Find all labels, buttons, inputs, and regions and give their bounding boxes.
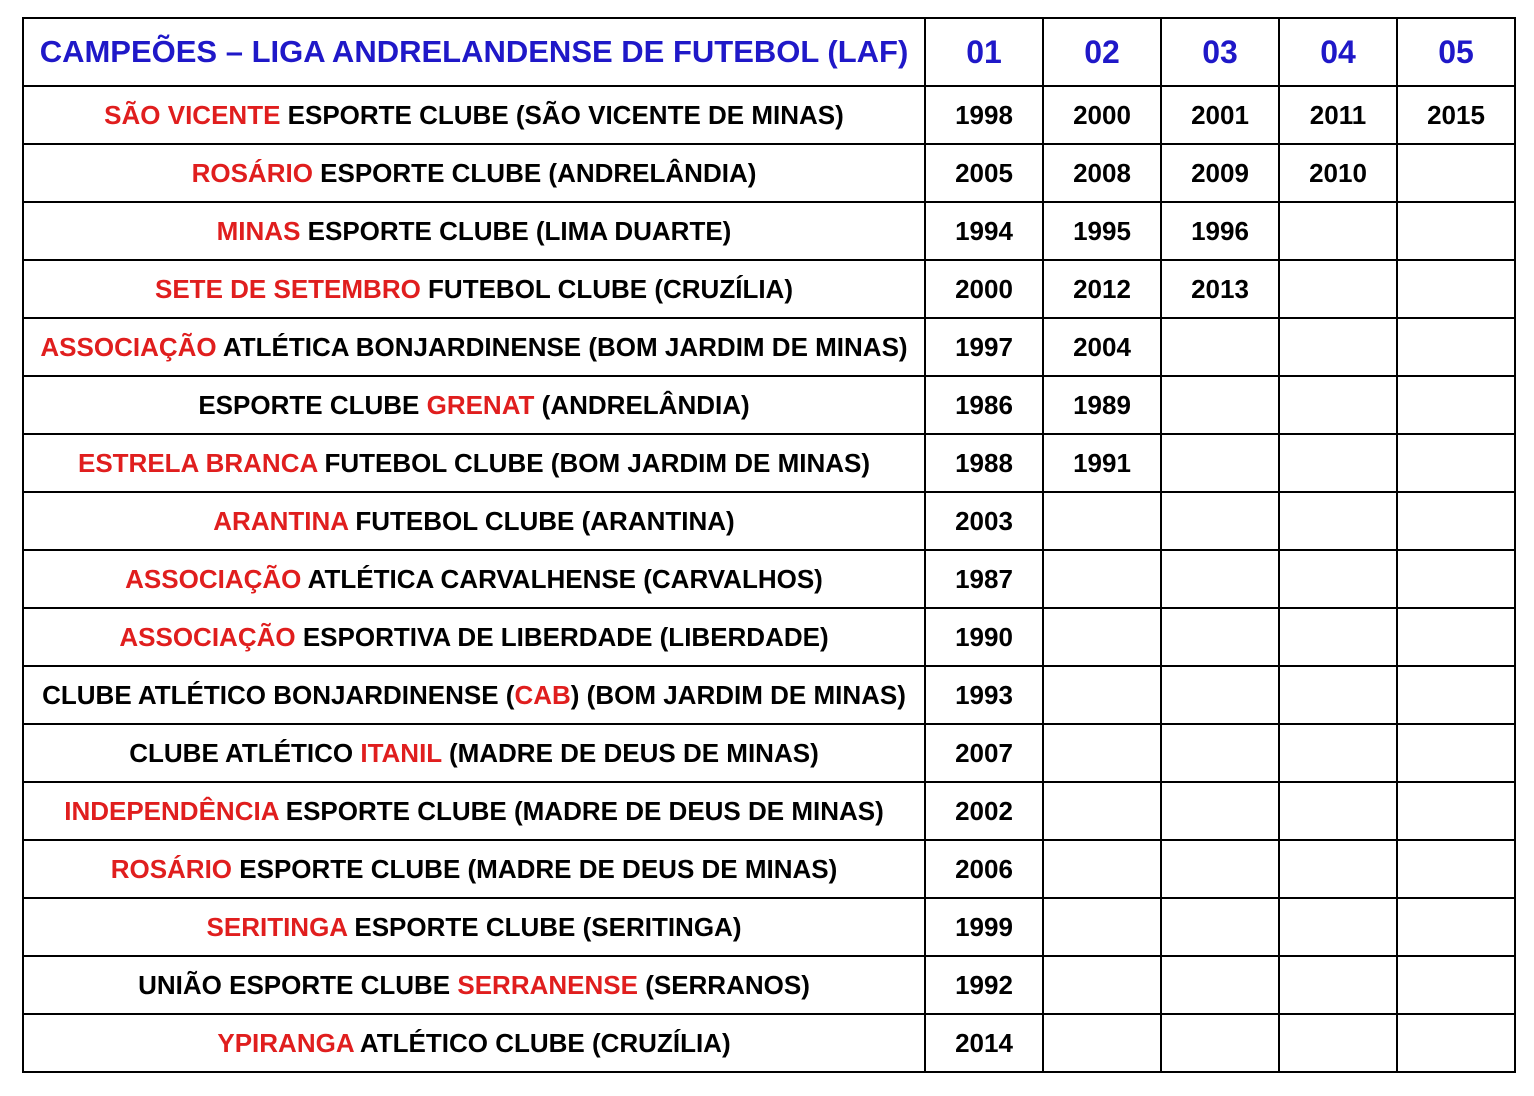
title-year-cell xyxy=(1279,898,1397,956)
club-name-text: FUTEBOL CLUBE (ARANTINA) xyxy=(348,505,735,536)
title-year-cell: 1995 xyxy=(1043,202,1161,260)
title-year-cell xyxy=(1161,376,1279,434)
title-year-cell: 1988 xyxy=(925,434,1043,492)
title-year-cell xyxy=(1279,376,1397,434)
title-year-cell: 2010 xyxy=(1279,144,1397,202)
title-year-cell: 1989 xyxy=(1043,376,1161,434)
title-year-cell: 2000 xyxy=(1043,86,1161,144)
title-year-cell xyxy=(1161,898,1279,956)
table-row xyxy=(23,956,1515,1014)
title-year-cell xyxy=(1397,144,1515,202)
club-name-highlight: ESTRELA BRANCA xyxy=(77,447,318,478)
club-name-highlight: SÃO VICENTE xyxy=(104,99,281,130)
title-year-cell xyxy=(1161,434,1279,492)
title-year-cell xyxy=(1397,898,1515,956)
title-year-cell xyxy=(1397,666,1515,724)
club-name-text: ESPORTE CLUBE (MADRE DE DEUS DE MINAS) xyxy=(232,853,838,884)
club-name-text: ESPORTE CLUBE (ANDRELÂNDIA) xyxy=(312,157,757,188)
title-year-cell: 1987 xyxy=(925,550,1043,608)
table-row xyxy=(23,434,1515,492)
club-name-text: (ANDRELÂNDIA) xyxy=(534,389,750,420)
title-year-cell xyxy=(1397,434,1515,492)
club-name-cell xyxy=(23,782,925,840)
table-row xyxy=(23,550,1515,608)
title-year-cell xyxy=(1397,202,1515,260)
club-name-text: ESPORTE CLUBE (SÃO VICENTE DE MINAS) xyxy=(280,99,844,130)
title-year-cell xyxy=(1161,1014,1279,1072)
club-name-cell xyxy=(23,956,925,1014)
title-year-cell xyxy=(1397,724,1515,782)
title-year-cell xyxy=(1397,1014,1515,1072)
club-name-cell xyxy=(23,260,925,318)
club-name-highlight: ITANIL xyxy=(360,737,442,768)
title-year-cell xyxy=(1043,1014,1161,1072)
club-name-text: ) (BOM JARDIM DE MINAS) xyxy=(570,679,906,710)
club-name-highlight: ARANTINA xyxy=(213,505,349,536)
title-year-cell xyxy=(1161,724,1279,782)
club-name-text: ESPORTIVA DE LIBERDADE (LIBERDADE) xyxy=(295,621,829,652)
title-year-cell: 2006 xyxy=(925,840,1043,898)
title-year-cell xyxy=(1279,260,1397,318)
club-name-cell xyxy=(23,550,925,608)
title-year-cell xyxy=(1279,492,1397,550)
title-year-cell xyxy=(1397,608,1515,666)
title-year-cell xyxy=(1279,956,1397,1014)
title-year-cell: 1997 xyxy=(925,318,1043,376)
club-name-cell xyxy=(23,376,925,434)
club-name-cell xyxy=(23,492,925,550)
title-year-cell xyxy=(1043,724,1161,782)
club-name-text: FUTEBOL CLUBE (BOM JARDIM DE MINAS) xyxy=(317,447,871,478)
title-year-cell: 1990 xyxy=(925,608,1043,666)
table-title: CAMPEÕES – LIGA ANDRELANDENSE DE FUTEBOL (LAF) xyxy=(23,18,925,86)
club-name-highlight: INDEPENDÊNCIA xyxy=(64,795,279,826)
title-year-cell: 2013 xyxy=(1161,260,1279,318)
club-name-text: (MADRE DE DEUS DE MINAS) xyxy=(441,737,819,768)
title-year-cell xyxy=(1161,782,1279,840)
title-year-cell: 2004 xyxy=(1043,318,1161,376)
title-year-cell: 2000 xyxy=(925,260,1043,318)
table-row xyxy=(23,202,1515,260)
club-name-highlight: ROSÁRIO xyxy=(110,853,233,884)
club-name-text: ESPORTE CLUBE (SERITINGA) xyxy=(347,911,742,942)
title-year-cell xyxy=(1161,608,1279,666)
table-row xyxy=(23,782,1515,840)
title-year-cell xyxy=(1397,318,1515,376)
title-year-cell xyxy=(1043,956,1161,1014)
title-year-cell xyxy=(1397,492,1515,550)
title-year-cell: 2015 xyxy=(1397,86,1515,144)
title-year-cell xyxy=(1279,1014,1397,1072)
club-name-text: FUTEBOL CLUBE (CRUZÍLIA) xyxy=(420,273,793,304)
title-year-cell xyxy=(1161,840,1279,898)
title-year-cell xyxy=(1043,492,1161,550)
title-year-cell: 2007 xyxy=(925,724,1043,782)
club-name-highlight: ASSOCIAÇÃO xyxy=(119,621,296,652)
title-year-cell xyxy=(1161,318,1279,376)
club-name-highlight: ASSOCIAÇÃO xyxy=(125,563,302,594)
title-year-cell: 1986 xyxy=(925,376,1043,434)
club-name-text: ATLÉTICA BONJARDINENSE (BOM JARDIM DE MINAS) xyxy=(216,331,908,362)
table-row xyxy=(23,1014,1515,1072)
club-name-cell xyxy=(23,898,925,956)
title-year-cell xyxy=(1279,202,1397,260)
year-header-04: 04 xyxy=(1279,18,1397,86)
title-year-cell: 1992 xyxy=(925,956,1043,1014)
title-year-cell xyxy=(1161,956,1279,1014)
table-row xyxy=(23,840,1515,898)
table-row xyxy=(23,318,1515,376)
title-year-cell xyxy=(1279,840,1397,898)
title-year-cell xyxy=(1279,608,1397,666)
club-name-text: ESPORTE CLUBE (LIMA DUARTE) xyxy=(300,215,732,246)
title-year-cell xyxy=(1397,840,1515,898)
title-year-cell xyxy=(1279,434,1397,492)
title-year-cell: 1993 xyxy=(925,666,1043,724)
title-year-cell: 2012 xyxy=(1043,260,1161,318)
title-year-cell: 2008 xyxy=(1043,144,1161,202)
title-year-cell xyxy=(1279,782,1397,840)
title-year-cell xyxy=(1397,376,1515,434)
club-name-cell xyxy=(23,840,925,898)
header-row xyxy=(23,18,1515,86)
club-name-highlight: GRENAT xyxy=(426,389,535,420)
table-body xyxy=(23,86,1515,1072)
club-name-text: ATLÉTICA CARVALHENSE (CARVALHOS) xyxy=(301,563,823,594)
title-year-cell: 2011 xyxy=(1279,86,1397,144)
title-year-cell xyxy=(1397,550,1515,608)
title-year-cell: 2014 xyxy=(925,1014,1043,1072)
club-name-cell xyxy=(23,202,925,260)
club-name-text: UNIÃO ESPORTE CLUBE xyxy=(138,969,458,1000)
title-year-cell xyxy=(1397,782,1515,840)
table-row xyxy=(23,724,1515,782)
club-name-cell xyxy=(23,724,925,782)
year-header-01: 01 xyxy=(925,18,1043,86)
title-year-cell xyxy=(1043,608,1161,666)
title-year-cell: 1996 xyxy=(1161,202,1279,260)
year-header-02: 02 xyxy=(1043,18,1161,86)
title-year-cell xyxy=(1043,666,1161,724)
club-name-highlight: SERRANENSE xyxy=(457,969,638,1000)
club-name-cell xyxy=(23,318,925,376)
year-header-03: 03 xyxy=(1161,18,1279,86)
club-name-text: ATLÉTICO CLUBE (CRUZÍLIA) xyxy=(353,1027,731,1058)
club-name-text: ESPORTE CLUBE xyxy=(198,389,427,420)
title-year-cell xyxy=(1279,724,1397,782)
club-name-cell xyxy=(23,1014,925,1072)
title-year-cell xyxy=(1161,492,1279,550)
table-row xyxy=(23,492,1515,550)
title-year-cell xyxy=(1161,550,1279,608)
title-year-cell: 2001 xyxy=(1161,86,1279,144)
club-name-cell xyxy=(23,434,925,492)
table-row xyxy=(23,144,1515,202)
title-year-cell: 1998 xyxy=(925,86,1043,144)
title-year-cell xyxy=(1279,550,1397,608)
club-name-highlight: ROSÁRIO xyxy=(191,157,313,188)
club-name-cell xyxy=(23,666,925,724)
table-row xyxy=(23,898,1515,956)
club-name-cell xyxy=(23,86,925,144)
title-year-cell xyxy=(1279,318,1397,376)
year-header-05: 05 xyxy=(1397,18,1515,86)
title-year-cell xyxy=(1043,550,1161,608)
title-year-cell: 1999 xyxy=(925,898,1043,956)
title-year-cell: 1991 xyxy=(1043,434,1161,492)
title-year-cell: 2002 xyxy=(925,782,1043,840)
club-name-highlight: CAB xyxy=(514,679,571,710)
club-name-highlight: MINAS xyxy=(216,215,301,246)
club-name-text: ESPORTE CLUBE (MADRE DE DEUS DE MINAS) xyxy=(278,795,884,826)
title-year-cell xyxy=(1279,666,1397,724)
title-year-cell xyxy=(1161,666,1279,724)
club-name-text: CLUBE ATLÉTICO BONJARDINENSE ( xyxy=(42,679,515,710)
table-row xyxy=(23,608,1515,666)
title-year-cell xyxy=(1043,840,1161,898)
title-year-cell: 2005 xyxy=(925,144,1043,202)
title-year-cell xyxy=(1043,782,1161,840)
title-year-cell: 1994 xyxy=(925,202,1043,260)
table-row xyxy=(23,666,1515,724)
title-year-cell xyxy=(1397,260,1515,318)
title-year-cell xyxy=(1397,956,1515,1014)
title-year-cell xyxy=(1043,898,1161,956)
club-name-highlight: ASSOCIAÇÃO xyxy=(40,331,217,362)
club-name-highlight: YPIRANGA xyxy=(217,1027,354,1058)
title-year-cell: 2009 xyxy=(1161,144,1279,202)
title-year-cell: 2003 xyxy=(925,492,1043,550)
club-name-text: CLUBE ATLÉTICO xyxy=(129,737,361,768)
club-name-highlight: SETE DE SETEMBRO xyxy=(155,273,421,304)
table-row xyxy=(23,260,1515,318)
champions-table xyxy=(22,17,1516,1073)
table-row xyxy=(23,86,1515,144)
table-row xyxy=(23,376,1515,434)
club-name-highlight: SERITINGA xyxy=(206,911,348,942)
club-name-text: (SERRANOS) xyxy=(637,969,810,1000)
club-name-cell xyxy=(23,144,925,202)
club-name-cell xyxy=(23,608,925,666)
